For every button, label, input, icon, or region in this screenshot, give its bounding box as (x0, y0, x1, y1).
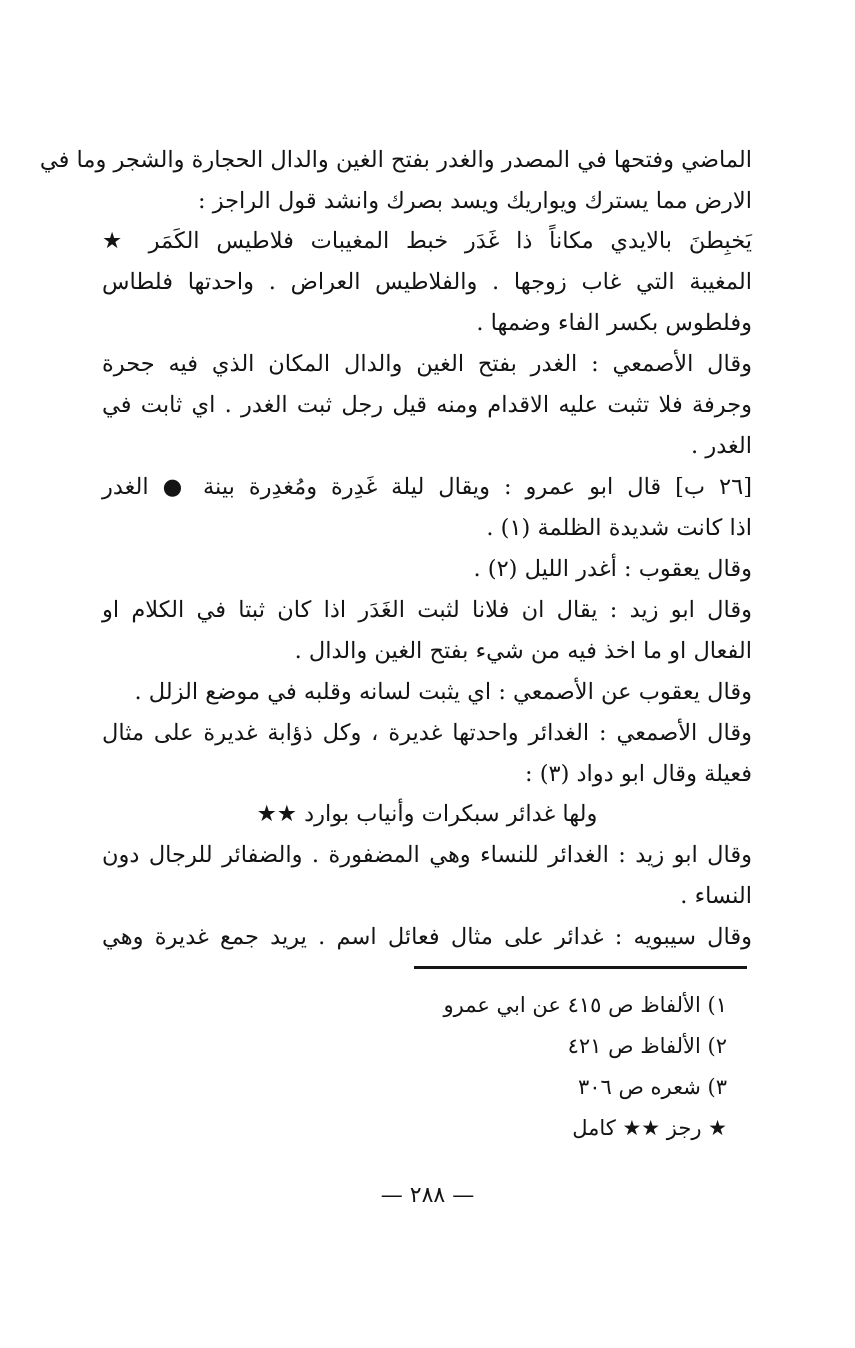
body-line-14: وقال يعقوب عن الأصمعي : اي يثبت لسانه وقلبه في موضع الزلل . (134, 679, 752, 705)
footnote-3: ٣) شعره ص ٣٠٦ (577, 1075, 727, 1099)
body-line-18: وقال ابو زيد : الغدائر للنساء وهي المضفورة . والضفائر للرجال دون (102, 842, 752, 868)
footnote-2: ٢) الألفاظ ص ٤٢١ (567, 1034, 727, 1058)
verse-line-2: ولها غدائر سبكرات وأنياب بوارد ★★ (256, 801, 598, 827)
body-line-6: وقال الأصمعي : الغدر بفتح الغين والدال المكان الذي فيه جحرة (102, 351, 752, 377)
body-line-11: وقال يعقوب : أغدر الليل (٢) . (473, 556, 752, 582)
page-number: — ٢٨٨ — (380, 1183, 475, 1208)
body-line-16: فعيلة وقال ابو دواد (٣) : (524, 761, 752, 787)
verse-line-1: يَخبِطنَ بالايدي مكاناً ذا غَدَر خبط المغيبات فلاطيس الكَمَر ★ (102, 228, 752, 254)
body-line-12: وقال ابو زيد : يقال ان فلانا لثبت الغَدَر اذا كان ثبتا في الكلام او (102, 597, 752, 623)
body-line-7: وجرفة فلا تثبت عليه الاقدام ومنه قيل رجل ثبت الغدر . اي ثابت في (102, 392, 752, 418)
body-line-1: الماضي وفتحها في المصدر والغدر بفتح الغين والدال الحجارة والشجر وما في (39, 147, 752, 173)
body-line-15: وقال الأصمعي : الغدائر واحدتها غديرة ، وكل ذؤابة غديرة على مثال (102, 720, 752, 746)
body-line-19: النساء . (680, 883, 752, 909)
body-line-2: الارض مما يسترك ويواريك ويسد بصرك وانشد قول الراجز : (197, 188, 752, 214)
body-line-10: اذا كانت شديدة الظلمة (١) . (486, 515, 752, 541)
body-line-13: الفعال او ما اخذ فيه من شيء بفتح الغين والدال . (294, 638, 752, 664)
meter-note: ★ رجز ★★ كامل (572, 1116, 727, 1140)
body-line-5: وفلطوس بكسر الفاء وضمها . (476, 310, 752, 336)
body-line-4: المغيبة التي غاب زوجها . والفلاطيس العراض . واحدتها فلطاس (102, 269, 752, 295)
body-line-20: وقال سيبويه : غدائر على مثال فعائل اسم . يريد جمع غديرة وهي (102, 924, 752, 950)
footnote-1: ١) الألفاظ ص ٤١٥ عن ابي عمرو (443, 993, 727, 1017)
footnote-divider (414, 966, 747, 969)
body-line-8: الغدر . (691, 433, 752, 459)
body-line-9: [٢٦ ب] قال ابو عمرو : ويقال ليلة غَدِرة ومُغدِرة بينة ● الغدر (102, 474, 752, 500)
